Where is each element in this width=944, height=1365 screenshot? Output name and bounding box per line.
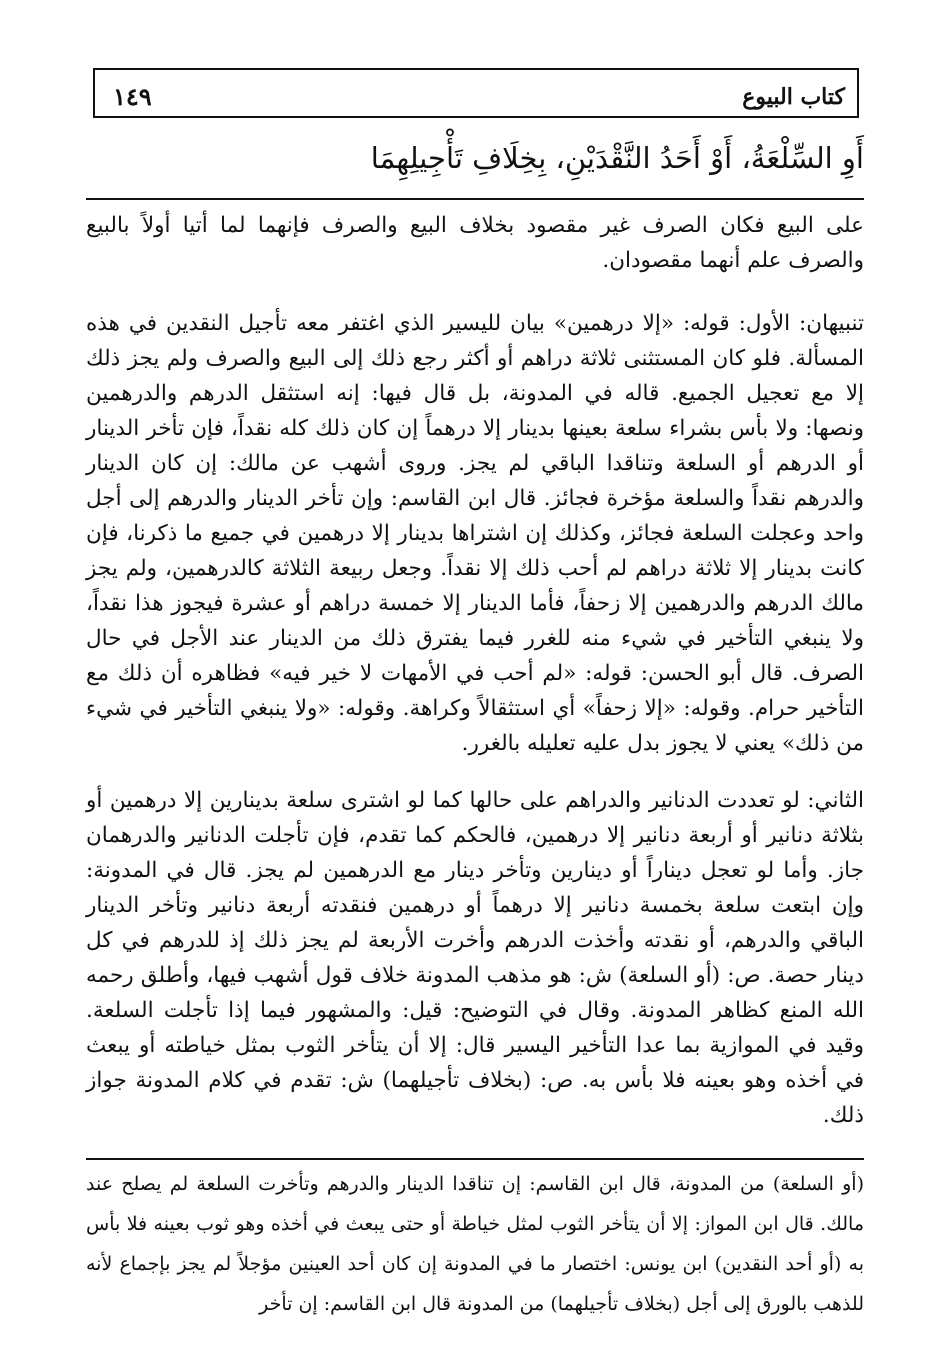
footnote-text: (أو السلعة) من المدونة، قال ابن القاسم: إن تناقدا الدينار والدرهم وتأخرت السلعة لم يصلح عند مالك. قال ابن المواز: إلا أن يتأخر الثوب لمثل خياطة أو حتى يبعث في أخذه وهو ثوب بعينه فلا بأس به (أو أحد النقدين) ابن يونس: اختصار ما في المدونة إن كان أحد العينين مؤجلاً لم يجز بإجماع لأنه للذهب بالورق إلى أجل (بخلاف تأجيلهما) من المدونة قال ابن القاسم: إن تأخر — [86, 1173, 864, 1315]
top-divider — [86, 198, 864, 200]
commentary-body — [86, 208, 864, 1133]
paragraph-2: تنبيهان: الأول: قوله: «إلا درهمين» بيان لليسير الذي اغتفر معه تأجيل النقدين في هذه المسألة. فلو كان المستثنى ثلاثة دراهم أو أكثر رجع ذلك إلى البيع والصرف ولم يجز ذلك إلا مع تعجيل الجميع. قاله في المدونة، بل قال فيها: إنه استثقل الدرهم والدرهمين ونصها: ولا بأس بشراء سلعة بعينها بدينار إلا درهماً إن كان ذلك كله نقداً، فإن تأخر الدينار أو الدرهم أو السلعة وتناقدا الباقي لم يجز. وروى أشهب عن مالك: إن كان الدينار والدرهم نقداً والسلعة مؤخرة فجائز. قال ابن القاسم: وإن تأخر الدينار والدرهم إلى أجل واحد وعجلت السلعة فجائز، وكذلك إن اشتراها بدينار إلا درهمين في جميع ما ذكرنا، فإن كانت بدينار إلا ثلاثة دراهم لم أحب ذلك إلا نقداً. وجعل ربيعة الثلاثة كالدرهمين، ولم يجز مالك الدرهم والدرهمين إلا زحفاً، فأما الدينار إلا خمسة دراهم أو عشرة فيجوز هذا نقداً، ولا ينبغي التأخير في شيء منه للغرر فيما يفترق ذلك من الدينار عند الأجل في حال الصرف. قال أبو الحسن: قوله: «لم أحب في الأمهات لا خير فيه» فظاهره أن ذلك مع التأخير حرام. وقوله: «إلا زحفاً» أي استثقالاً وكراهة. وقوله: «ولا ينبغي التأخير في شيء من ذلك» يعني لا يجوز بدل عليه تعليله بالغرر. — [86, 311, 864, 756]
footnotes — [86, 1164, 864, 1324]
footnote-divider — [86, 1158, 864, 1160]
paragraph-1: على البيع فكان الصرف غير مقصود بخلاف البيع والصرف فإنهما لما أتيا أولاً بالبيع والصرف علم أنهما مقصودان. — [86, 213, 864, 273]
matn-text: أَوِ السِّلْعَةُ، أَوْ أَحَدُ النَّقْدَيْنِ، بِخِلَافِ تَأْجِيلِهِمَا — [370, 141, 864, 175]
header-title: كتاب البيوع — [742, 84, 845, 110]
running-header — [93, 68, 859, 118]
page-number: ١٤٩ — [113, 82, 152, 111]
paragraph-3: الثاني: لو تعددت الدنانير والدراهم على حالها كما لو اشترى سلعة بدينارين إلا درهمين أو بثلاثة دنانير أو أربعة دنانير إلا درهمين، فالحكم كما تقدم، فإن تأجلت الدنانير والدرهمان جاز. وأما لو تعجل ديناراً أو دينارين وتأخر دينار مع الدرهمين لم يجز. قال في المدونة: وإن ابتعت سلعة بخمسة دنانير إلا درهماً أو درهمين فنقدته أربعة دنانير وتأخر الدينار الباقي والدرهم، أو نقدته وأخذت الدرهم وأخرت الأربعة لم يجز ذلك إذ للدرهم في كل دينار حصة. ص: (أو السلعة) ش: هو مذهب المدونة خلاف قول أشهب فيها، وأطلق رحمه الله المنع كظاهر المدونة. وقال في التوضيح: قيل: والمشهور فيما إذا تأجلت السلعة. وقيد في الموازية بما عدا التأخير اليسير قال: إلا أن يتأخر الثوب بمثل خياطته أو يبعث في أخذه وهو بعينه فلا بأس به. ص: (بخلاف تأجيلهما) ش: تقدم في كلام المدونة جواز ذلك. — [86, 788, 864, 1128]
